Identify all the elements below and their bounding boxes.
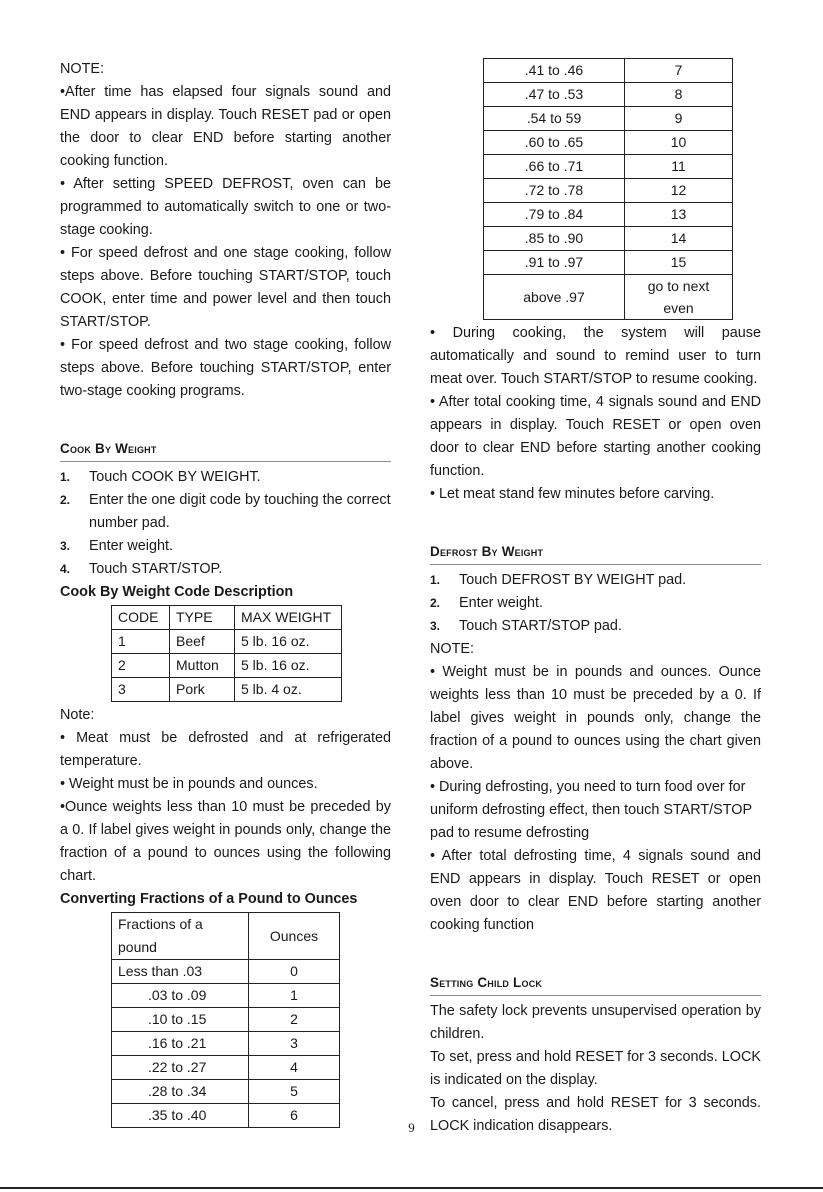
table-cell: 3 <box>249 1032 340 1056</box>
cook-by-weight-steps <box>60 466 391 581</box>
cooking-note-paragraph: • During cooking, the system will pause automatically and sound to remind user to turn meat over. Touch START/STOP to resume cooking. <box>430 325 761 387</box>
step-number: 3. <box>430 619 441 633</box>
table-cell: .66 to .71 <box>484 155 625 179</box>
table-cell: 15 <box>625 251 733 275</box>
table-cell: .28 to .34 <box>112 1080 249 1104</box>
table-row <box>112 1032 340 1056</box>
table-row <box>484 179 733 203</box>
note-paragraph: • For speed defrost and one stage cooking, follow steps above. Before touching START/STOP, touch COOK, enter time and power level and then touch START/STOP. <box>60 245 391 330</box>
step-item <box>430 615 761 638</box>
table-cell: 7 <box>625 59 733 83</box>
table-cell: above .97 <box>484 275 625 320</box>
step-item <box>60 558 391 581</box>
step-text: Enter weight. <box>89 538 173 554</box>
table-row <box>484 83 733 107</box>
table-cell: 4 <box>249 1056 340 1080</box>
table-cell: 5 lb. 16 oz. <box>235 630 342 654</box>
defrost-by-weight-steps <box>430 569 761 638</box>
step-text: Touch START/STOP pad. <box>459 618 622 634</box>
step-number: 3. <box>60 539 71 553</box>
step-number: 4. <box>60 562 71 576</box>
table-cell: 9 <box>625 107 733 131</box>
note-paragraph: • Meat must be defrosted and at refrigerated temperature. <box>60 730 391 769</box>
table-cell: .85 to .90 <box>484 227 625 251</box>
table-cell: 5 <box>249 1080 340 1104</box>
table-cell: .54 to 59 <box>484 107 625 131</box>
table-cell: .72 to .78 <box>484 179 625 203</box>
child-lock-paragraph: To set, press and hold RESET for 3 seconds. LOCK is indicated on the display. <box>430 1049 761 1088</box>
table-cell: Beef <box>170 630 235 654</box>
note-paragraph: •Ounce weights less than 10 must be preceded by a 0. If label gives weight in pounds only, change the fraction of a pound to ounces using the following chart. <box>60 799 391 884</box>
section-heading-child-lock: Setting Child Lock <box>430 971 761 996</box>
right-column <box>430 58 761 1138</box>
step-item <box>430 569 761 592</box>
cooking-note-paragraph: • Let meat stand few minutes before carving. <box>430 486 715 502</box>
table-cell: .47 to .53 <box>484 83 625 107</box>
table-cell: Mutton <box>170 654 235 678</box>
table-cell: 3 <box>112 678 170 702</box>
defrost-note-paragraph: • During defrosting, you need to turn food over for uniform defrosting effect, then touch START/STOP pad to resume defrosting <box>430 779 752 841</box>
table-cell: 8 <box>625 83 733 107</box>
defrost-note-paragraph: • Weight must be in pounds and ounces. Ounce weights less than 10 must be preceded by a 0. If label gives weight in pounds only, change the fraction of a pound to ounces using the chart given above. <box>430 664 761 772</box>
table-cell: .22 to .27 <box>112 1056 249 1080</box>
table-row <box>484 107 733 131</box>
table-header-cell: MAX WEIGHT <box>235 606 342 630</box>
code-table <box>111 605 342 702</box>
conversion-table-title: Converting Fractions of a Pound to Ounces <box>60 891 358 907</box>
defrost-note-paragraph: • After total defrosting time, 4 signals sound and END appears in display. Touch RESET or open oven door to clear END before starting another cooking function <box>430 848 761 933</box>
table-row <box>484 203 733 227</box>
table-row <box>112 654 342 678</box>
child-lock-paragraph: The safety lock prevents unsupervised operation by children. <box>430 1003 761 1042</box>
table-cell: 2 <box>112 654 170 678</box>
step-item <box>60 489 391 535</box>
step-text: Touch DEFROST BY WEIGHT pad. <box>459 572 687 588</box>
table-cell: Pork <box>170 678 235 702</box>
table-row <box>484 155 733 179</box>
table-cell: 0 <box>249 960 340 984</box>
table-header-row <box>112 913 340 960</box>
table-row <box>112 1008 340 1032</box>
table-cell: 5 lb. 4 oz. <box>235 678 342 702</box>
table-cell: go to next even <box>625 275 733 320</box>
step-text: Touch COOK BY WEIGHT. <box>89 469 261 485</box>
table-header-cell: TYPE <box>170 606 235 630</box>
table-cell: .41 to .46 <box>484 59 625 83</box>
conversion-table-continued <box>483 58 733 320</box>
table-cell: 11 <box>625 155 733 179</box>
table-cell: .10 to .15 <box>112 1008 249 1032</box>
table-header-cell: Fractions of a pound <box>112 913 249 960</box>
note-paragraph: • Weight must be in pounds and ounces. <box>60 776 318 792</box>
table-cell: Less than .03 <box>112 960 249 984</box>
step-item <box>60 535 391 558</box>
note-heading: NOTE: <box>60 61 104 77</box>
step-text: Enter the one digit code by touching the correct number pad. <box>89 492 391 531</box>
table-row <box>112 678 342 702</box>
step-number: 2. <box>60 493 71 507</box>
table-row <box>484 131 733 155</box>
code-table-title: Cook By Weight Code Description <box>60 584 294 600</box>
step-text: Enter weight. <box>459 595 543 611</box>
table-cell: 5 lb. 16 oz. <box>235 654 342 678</box>
note-paragraph: • For speed defrost and two stage cooking, follow steps above. Before touching START/STOP, enter two-stage cooking programs. <box>60 337 391 399</box>
table-cell: 13 <box>625 203 733 227</box>
table-row <box>112 630 342 654</box>
table-row <box>112 984 340 1008</box>
note-heading: NOTE: <box>430 641 474 657</box>
table-cell: 2 <box>249 1008 340 1032</box>
page-number: 9 <box>408 1120 415 1135</box>
step-number: 2. <box>430 596 441 610</box>
table-cell: .16 to .21 <box>112 1032 249 1056</box>
section-heading-cook-by-weight: Cook By Weight <box>60 437 391 462</box>
note-paragraph: •After time has elapsed four signals sound and END appears in display. Touch RESET pad or open the door to clear END before starting another cooking function. <box>60 84 391 169</box>
bottom-rule <box>0 1187 823 1189</box>
section-heading-defrost-by-weight: Defrost By Weight <box>430 540 761 565</box>
table-row <box>484 227 733 251</box>
cooking-note-paragraph: • After total cooking time, 4 signals sound and END appears in display. Touch RESET or open oven door to clear END before starting another cooking function. <box>430 394 761 479</box>
table-header-row <box>112 606 342 630</box>
step-number: 1. <box>60 470 71 484</box>
note-paragraph: • After setting SPEED DEFROST, oven can be programmed to automatically switch to one or two-stage cooking. <box>60 176 391 238</box>
table-cell: 6 <box>249 1104 340 1128</box>
table-row <box>112 1080 340 1104</box>
step-item <box>60 466 391 489</box>
table-cell: 12 <box>625 179 733 203</box>
table-row <box>484 275 733 320</box>
table-cell: .60 to .65 <box>484 131 625 155</box>
table-cell: .03 to .09 <box>112 984 249 1008</box>
table-row <box>112 1056 340 1080</box>
table-cell: .35 to .40 <box>112 1104 249 1128</box>
step-item <box>430 592 761 615</box>
table-header-cell: CODE <box>112 606 170 630</box>
table-cell: 10 <box>625 131 733 155</box>
table-row <box>484 251 733 275</box>
left-column <box>60 58 391 1128</box>
step-text: Touch START/STOP. <box>89 561 223 577</box>
table-cell: .79 to .84 <box>484 203 625 227</box>
table-cell: 1 <box>112 630 170 654</box>
child-lock-paragraph: To cancel, press and hold RESET for 3 seconds. LOCK indication disappears. <box>430 1095 761 1134</box>
step-number: 1. <box>430 573 441 587</box>
conversion-table <box>111 912 340 1128</box>
table-row <box>484 59 733 83</box>
table-cell: 14 <box>625 227 733 251</box>
table-header-cell: Ounces <box>249 913 340 960</box>
note-heading: Note: <box>60 707 95 723</box>
table-cell: 1 <box>249 984 340 1008</box>
table-row <box>112 960 340 984</box>
table-cell: .91 to .97 <box>484 251 625 275</box>
